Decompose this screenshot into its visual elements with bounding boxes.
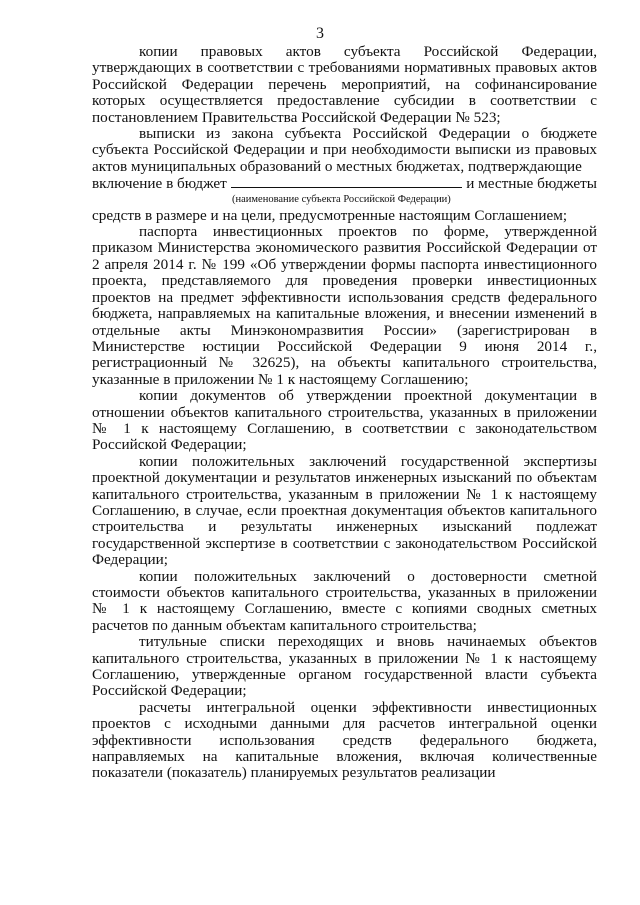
paragraph-investment-passports: паспорта инвестиционных проектов по форме, утвержденной приказом Министерства экономического развития Российской Федерации от 2 апреля 2014 г. № 199 «Об утверждении формы паспорта инвестиционного проекта, представляемого для проведения проверки инвестиционных проектов на предмет эффективности использования средств федерального бюджета, направляемых на капитальные вложения, и внесении изменений в отдельные акты Минэкономразвития России» (зарегистрирован в Министерстве юстиции Российской Федерации 9 июня 2014 г., регистрационный № 32625), на объекты капитального строительства, указанные в приложении № 1 к настоящему Соглашению; [92,223,597,388]
paragraph-legal-acts: копии правовых актов субъекта Российской Федерации, утверждающих в соответствии с требованиями нормативных правовых актов Российской Федерации перечень мероприятий, на софинансирование которых осуществляется предоставление субсидии в соответствии с постановлением Правительства Российской Федерации № 523; [92,43,597,126]
blank-field-caption: (наименование субъекта Российской Федерации) [232,193,451,205]
subject-name-blank-field[interactable] [231,175,462,188]
budget-inclusion-tail: и местные бюджеты [466,175,597,193]
budget-inclusion-row [92,175,597,192]
paragraph-budget-extract-intro: выписки из закона субъекта Российской Федерации о бюджете субъекта Российской Федерации и при необходимости выписки из правовых актов муниципальных образований о местных бюджетах, подтверждающие [92,125,597,175]
page-number: 3 [316,25,324,42]
document-body [92,44,597,782]
paragraph-budget-continuation: средств в размере и на цели, предусмотренные настоящим Соглашением; [92,206,568,224]
budget-inclusion-lead: включение в бюджет [92,175,227,193]
paragraph-title-lists: титульные списки переходящих и вновь начинаемых объектов капитального строительства, указанных в приложении № 1 к настоящему Соглашению, утвержденные органом государственной власти субъекта Российской Федерации; [92,633,597,700]
paragraph-integral-evaluation: расчеты интегральной оценки эффективности инвестиционных проектов с исходными данными для расчетов интегральной оценки эффективности использования средств федерального бюджета, направляемых на капитальные вложения, включая количественные показатели (показатель) планируемых результатов реализации [92,698,597,782]
paragraph-state-expertise-conclusions: копии положительных заключений государственной экспертизы проектной документации и результатов инженерных изысканий по объектам капитального строительства, указанным в приложении № 1 к настоящему Соглашению, в случае, если проектная документация объектов капитального строительства и результаты инженерных изысканий подлежат государственной экспертизе в соответствии с законодательством Российской Федерации; [92,452,597,569]
paragraph-estimate-reliability-conclusions: копии положительных заключений о достоверности сметной стоимости объектов капитального строительства, указанных в приложении № 1 к настоящему Соглашению, вместе с копиями сводных сметных расчетов по данным объектам капитального строительства; [92,567,597,634]
paragraph-project-approval-documents: копии документов об утверждении проектной документации в отношении объектов капитального строительства, указанных в приложении № 1 к настоящему Соглашению, в соответствии с законодательством Российской Федерации; [92,387,597,454]
